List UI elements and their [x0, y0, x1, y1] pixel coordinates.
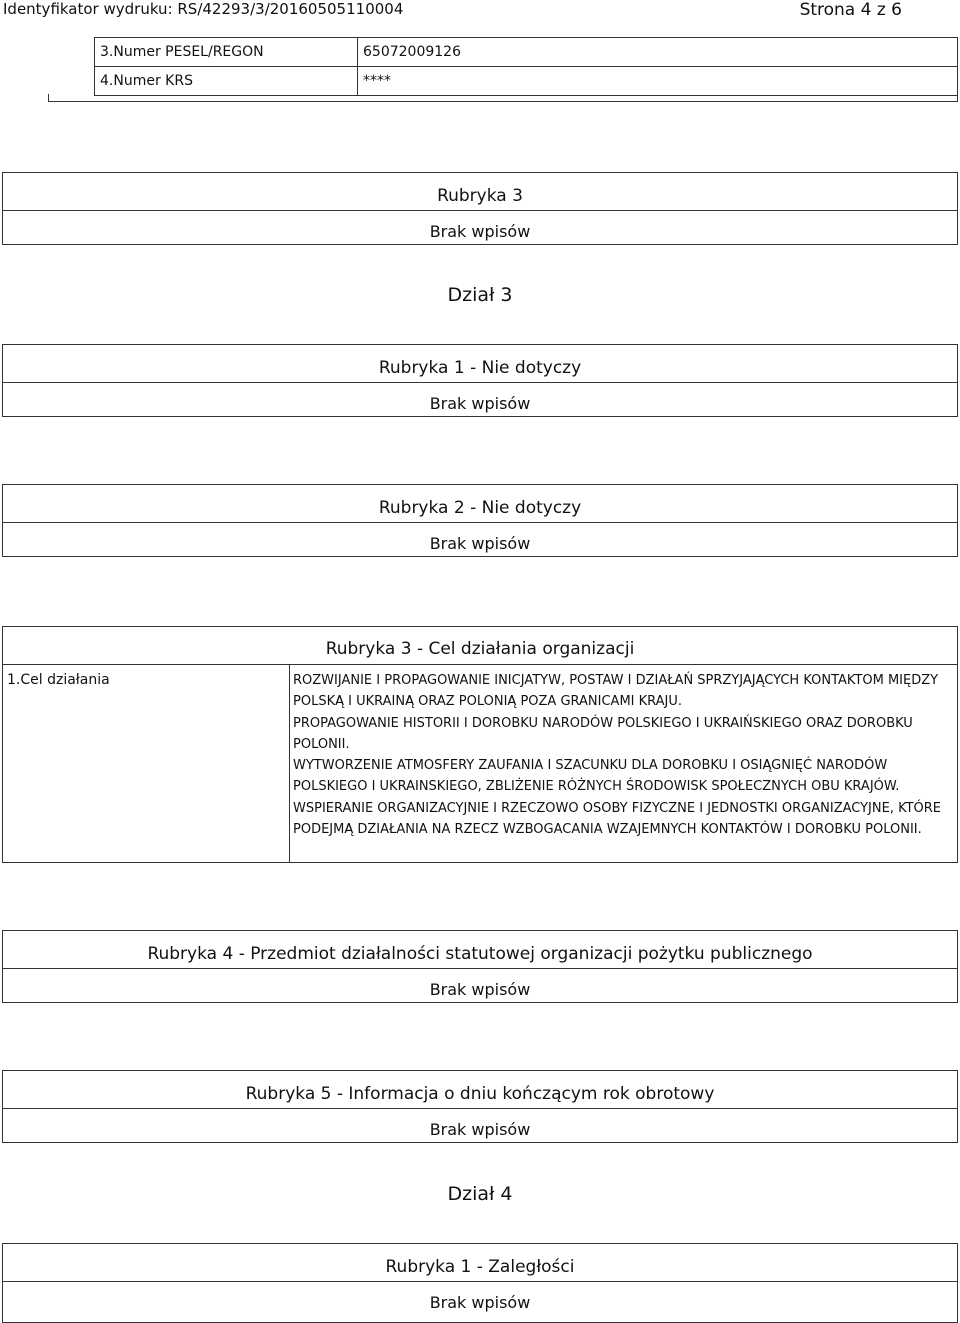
- dzial-3-heading: Dział 3: [447, 284, 513, 306]
- section-content: Brak wpisów: [429, 534, 531, 553]
- pesel-regon-value: 65072009126: [363, 44, 461, 60]
- section-content: Brak wpisów: [429, 1293, 531, 1312]
- krs-value: ****: [363, 73, 391, 89]
- section-content: Brak wpisów: [429, 980, 531, 999]
- cel-dzialania-label: 1.Cel działania: [7, 672, 110, 688]
- section-title: Rubryka 2 - Nie dotyczy: [378, 498, 582, 518]
- section-title: Rubryka 1 - Zaległości: [385, 1257, 575, 1277]
- section-divider: [3, 522, 957, 523]
- section-title: Rubryka 3: [437, 186, 523, 206]
- paragraph: WYTWORZENIE ATMOSFERY ZAUFANIA I SZACUNKU DLA DOROBKU I OSIĄGNIĘĆ NARODÓW POLSKIEGO I UKRAINSKIEGO, ZBLIŻENIE RÓŻNYCH ŚRODOWISK SPOŁECZNYCH OBU KRAJÓW.: [293, 758, 900, 795]
- table-bottom-edge: [48, 94, 958, 102]
- section-divider: [3, 382, 957, 383]
- dzial-4-heading: Dział 4: [447, 1183, 513, 1205]
- pesel-regon-label: 3.Numer PESEL/REGON: [100, 44, 264, 60]
- row-divider: [357, 67, 358, 95]
- section-title: Rubryka 1 - Nie dotyczy: [378, 358, 582, 378]
- paragraph: WSPIERANIE ORGANIZACYJNIE I RZECZOWO OSOBY FIZYCZNE I JEDNOSTKI ORGANIZACYJNE, KTÓRE PODEJMĄ DZIAŁANIA NA RZECZ WZBOGACANIA WZAJEMNYCH KONTAKTÓW I DOROBKU POLONII.: [293, 800, 942, 838]
- pesel-regon-row: [94, 37, 958, 67]
- section-divider: [3, 210, 957, 211]
- section-divider: [3, 664, 957, 665]
- section-divider: [3, 1108, 957, 1109]
- section-content: Brak wpisów: [429, 222, 531, 241]
- dzial3-rubryka-4-box: [2, 930, 958, 1003]
- print-id: Identyfikator wydruku: RS/42293/3/20160505110004: [3, 0, 404, 18]
- section-divider: [3, 968, 957, 969]
- rubryka-3-box: [2, 172, 958, 245]
- section-content: Brak wpisów: [429, 1120, 531, 1139]
- row-divider: [357, 38, 358, 66]
- paragraph: ROZWIJANIE I PROPAGOWANIE INICJATYW, POSTAW I DZIAŁAŃ SPRZYJAJĄCYCH KONTAKTOM MIĘDZY POLSKĄ I UKRAINĄ ORAZ POLONIĄ POZA GRANICAMI KRAJU.: [293, 673, 939, 710]
- section-title: Rubryka 3 - Cel działania organizacji: [325, 639, 635, 659]
- section-divider: [3, 1281, 957, 1282]
- dzial3-rubryka-1-box: [2, 344, 958, 417]
- section-content: Brak wpisów: [429, 394, 531, 413]
- section-title: Rubryka 5 - Informacja o dniu kończącym rok obrotowy: [245, 1084, 715, 1104]
- page-number: Strona 4 z 6: [799, 0, 902, 20]
- cel-dzialania-text: [293, 670, 943, 840]
- column-divider: [289, 664, 290, 862]
- dzial3-rubryka-3-box: [2, 626, 958, 863]
- section-title: Rubryka 4 - Przedmiot działalności statutowej organizacji pożytku publicznego: [147, 944, 813, 964]
- paragraph: PROPAGOWANIE HISTORII I DOROBKU NARODÓW POLSKIEGO I UKRAIŃSKIEGO ORAZ DOROBKU POLONII.: [293, 715, 913, 752]
- dzial3-rubryka-2-box: [2, 484, 958, 557]
- krs-row: [94, 66, 958, 96]
- dzial3-rubryka-5-box: [2, 1070, 958, 1143]
- dzial4-rubryka-1-box: [2, 1243, 958, 1323]
- krs-label: 4.Numer KRS: [100, 73, 193, 89]
